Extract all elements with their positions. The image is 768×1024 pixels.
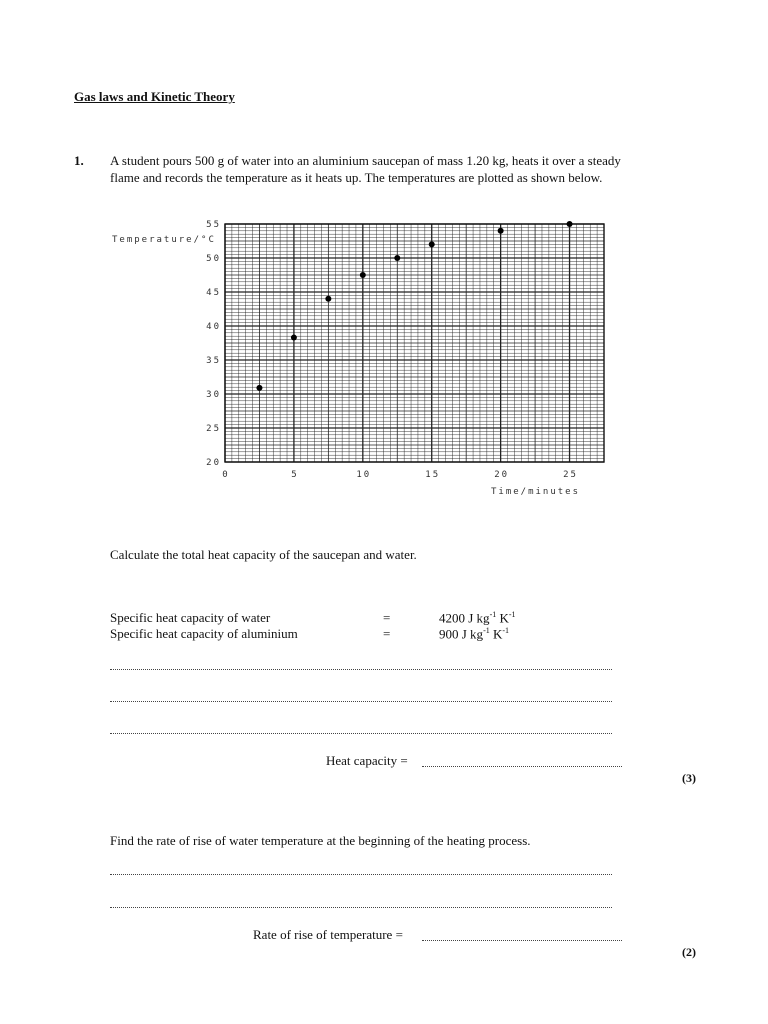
x-tick-label: 10	[356, 470, 372, 480]
heat-capacity-answer-field[interactable]	[422, 766, 622, 767]
question-text: A student pours 500 g of water into an aluminium saucepan of mass 1.20 kg, heats it over a steady flame and records the temperature as it heats up. The temperatures are plotted as shown below.	[110, 153, 621, 185]
y-tick-label: 35	[206, 356, 221, 366]
shc-water-label: Specific heat capacity of water	[110, 610, 271, 625]
shc-aluminium-label: Specific heat capacity of aluminium	[110, 626, 298, 641]
x-axis-label: Time/minutes	[491, 487, 581, 497]
marks-part-b: (2)	[682, 945, 696, 959]
data-point	[325, 296, 331, 302]
shc-water-value: 4200 J $kg^{-1}$ $K^{-1}$	[439, 610, 516, 626]
marks-part-a: (3)	[682, 771, 696, 785]
x-tick-label: 15	[425, 470, 441, 480]
answer-line[interactable]	[110, 874, 612, 875]
data-point	[394, 255, 400, 261]
shc-water-equals: =	[383, 610, 391, 625]
y-tick-label: 45	[206, 288, 221, 298]
answer-line[interactable]	[110, 907, 612, 908]
data-point	[429, 241, 435, 247]
y-axis-ticks	[206, 220, 221, 468]
y-tick-label: 30	[206, 390, 221, 400]
data-point	[291, 335, 297, 341]
y-tick-label: 25	[206, 424, 221, 434]
page-title: Gas laws and Kinetic Theory	[74, 89, 235, 104]
part-a-prompt: Calculate the total heat capacity of the saucepan and water.	[110, 547, 417, 562]
answer-line[interactable]	[110, 701, 612, 702]
shc-aluminium-equals: =	[383, 626, 391, 641]
x-tick-label: 20	[494, 470, 510, 480]
rate-label: Rate of rise of temperature =	[253, 927, 403, 942]
y-tick-label: 20	[206, 458, 221, 468]
heat-capacity-label: Heat capacity =	[326, 753, 408, 768]
rate-answer-field[interactable]	[422, 940, 622, 941]
y-tick-label: 50	[206, 254, 221, 264]
data-point	[256, 385, 262, 391]
question-number: 1.	[74, 153, 84, 168]
x-tick-label: 0	[222, 470, 230, 480]
answer-line[interactable]	[110, 669, 612, 670]
data-point	[567, 221, 573, 227]
data-point	[360, 272, 366, 278]
x-tick-label: 5	[291, 470, 299, 480]
shc-aluminium-value: 900 J $kg^{-1}$ $K^{-1}$	[439, 626, 510, 642]
x-tick-label: 25	[563, 470, 578, 480]
data-points	[256, 221, 572, 391]
y-tick-label: 55	[206, 220, 221, 230]
temperature-time-graph	[105, 212, 605, 502]
part-b-prompt: Find the rate of rise of water temperature at the beginning of the heating process.	[110, 833, 531, 848]
answer-line[interactable]	[110, 733, 612, 734]
graph-grid-minor	[225, 224, 604, 462]
data-point	[498, 228, 504, 234]
x-axis-ticks	[222, 470, 578, 480]
y-axis-label: Temperature/°C	[112, 235, 216, 245]
y-tick-label: 40	[206, 322, 221, 332]
